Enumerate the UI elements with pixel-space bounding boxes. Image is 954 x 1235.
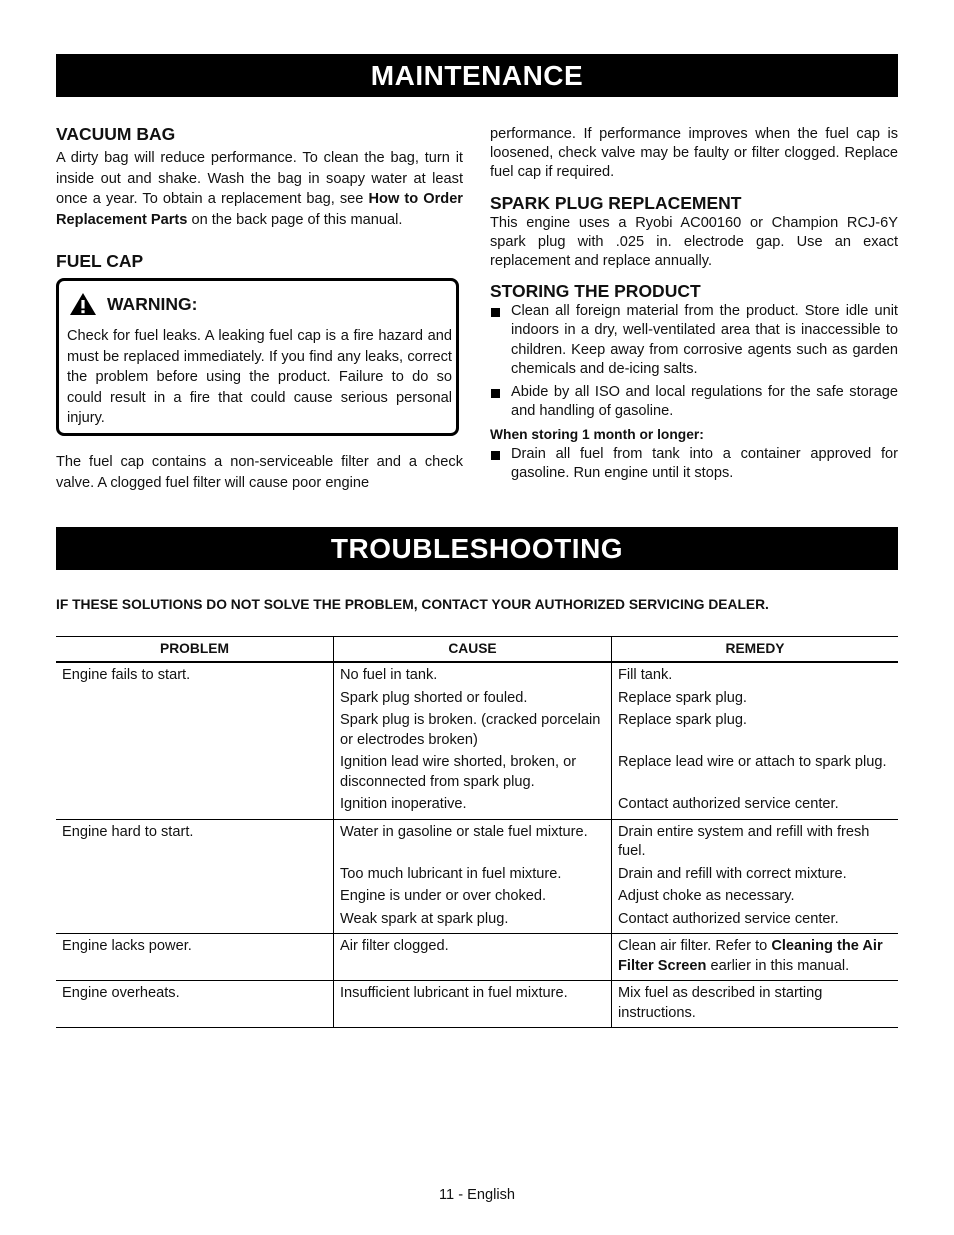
page-footer: 11 - English [439,1187,515,1203]
spark-plug-text: This engine uses a Ryobi AC00160 or Champion RCJ-6Y spark plug with .025 in. electrode gap. Use an exact replacement and replace annually. [490,214,898,270]
problem-cell [56,750,334,792]
problem-cell [56,862,334,885]
cause-cell: No fuel in tank. [334,662,612,686]
cause-cell: Insufficient lubricant in fuel mixture. [334,981,612,1028]
problem-cell [56,708,334,750]
remedy-text-2: earlier in this manual. [706,957,850,974]
remedy-cell: Drain entire system and refill with fresh fuel. [612,819,899,862]
remedy-cell: Replace spark plug. [612,708,899,750]
list-item [490,445,898,483]
maintenance-banner [56,54,898,97]
column-header-cause: CAUSE [334,637,612,663]
problem-cell: Engine hard to start. [62,823,194,840]
cause-cell: Spark plug is broken. (cracked porcelain or electrodes broken) [334,708,612,750]
storing-subheading: When storing 1 month or longer: [490,427,704,443]
right-column [490,125,898,483]
cause-cell: Too much lubricant in fuel mixture. [334,862,612,885]
warning-header [69,292,197,316]
table-row [56,884,898,907]
column-header-remedy: REMEDY [612,637,899,663]
cause-cell: Air filter clogged. [334,934,612,981]
problem-cell [56,686,334,709]
cause-cell: Spark plug shorted or fouled. [334,686,612,709]
table-row [56,981,898,1028]
remedy-text-bold: Cleaning the Air Filter Screen [618,938,883,974]
cause-cell: Water in gasoline or stale fuel mixture. [334,819,612,862]
table-row [56,819,898,862]
vacuum-bag-text-bold: How to Order Replacement Parts [56,191,463,228]
cause-cell: Ignition inoperative. [334,792,612,819]
list-item [490,383,898,421]
cause-cell: Ignition lead wire shorted, broken, or disconnected from spark plug. [334,750,612,792]
storing-bullet-2: Abide by all ISO and local regulations for the safe storage and handling of gasoline. [511,384,898,420]
cause-cell: Weak spark at spark plug. [334,907,612,934]
table-row [56,907,898,934]
problem-cell [56,792,334,819]
vacuum-bag-heading: VACUUM BAG [56,124,176,144]
vacuum-bag-text-2: on the back page of this manual. [187,211,403,228]
remedy-cell: Fill tank. [612,662,899,686]
remedy-text-1: Clean air filter. Refer to [618,938,772,954]
storing-heading: STORING THE PRODUCT [490,281,701,302]
spark-plug-heading: SPARK PLUG REPLACEMENT [490,192,742,213]
problem-cell: Engine overheats. [56,981,334,1028]
bullet-square-icon [491,389,500,398]
fuel-cap-heading: FUEL CAP [56,251,144,272]
remedy-cell: Drain and refill with correct mixture. [612,862,899,885]
remedy-cell: Replace spark plug. [612,686,899,709]
table-row [56,862,898,885]
problem-cell: Engine lacks power. [56,934,334,981]
remedy-cell [612,934,899,981]
list-item [490,302,898,379]
troubleshooting-title: TROUBLESHOOTING [330,533,624,564]
vacuum-bag-text-1: A dirty bag will reduce performance. To clean the bag, turn it inside out and shake. Wash the bag in soapy water at least once a year. To obtain a replacement bag, see [56,150,463,208]
warning-text: Check for fuel leaks. A leaking fuel cap is a fire hazard and must be replaced immediately. If you find any leaks, correct the problem before using the product. Failure to do so could result in a fire that could cause serious personal injury. [67,328,452,427]
bullet-square-icon [491,308,500,317]
storing-bullet-1: Clean all foreign material from the product. Store idle unit indoors in a dry, well-ventilated area that is inaccessible to children. Keep away from corrosive agents such as garden chemicals and de-icing salts. [511,303,898,377]
table-row [56,792,898,819]
troubleshooting-table [56,636,898,1028]
remedy-cell: Contact authorized service center. [612,792,899,819]
warning-label: WARNING: [107,293,198,314]
vacuum-bag-text [56,148,463,230]
problem-cell [56,884,334,907]
table-row [56,934,898,981]
table-row [56,750,898,792]
table-header-row [56,637,898,663]
fuel-cap-section [56,452,463,493]
left-column [56,123,463,272]
warning-box [56,278,459,436]
troubleshooting-banner [56,527,898,570]
storing-list-2 [490,445,898,483]
dealer-notice: IF THESE SOLUTIONS DO NOT SOLVE THE PROBLEM, CONTACT YOUR AUTHORIZED SERVICING DEALER. [56,597,769,612]
warning-triangle-icon [69,292,97,316]
fuel-cap-text-cont: performance. If performance improves when the fuel cap is loosened, check valve may be faulty or filter clogged. Replace fuel cap if required. [490,126,898,181]
remedy-cell: Adjust choke as necessary. [612,884,899,907]
storing-list [490,302,898,421]
table-row [56,686,898,709]
maintenance-title: MAINTENANCE [370,60,584,91]
remedy-cell: Replace lead wire or attach to spark plug. [612,750,899,792]
bullet-square-icon [491,451,500,460]
storing-bullet-3: Drain all fuel from tank into a container approved for gasoline. Run engine until it stops. [511,445,898,481]
column-header-problem: PROBLEM [56,637,334,663]
problem-cell [56,907,334,934]
fuel-cap-text: The fuel cap contains a non-serviceable filter and a check valve. A clogged fuel filter will cause poor engine [56,454,463,491]
remedy-cell: Contact authorized service center. [612,907,899,934]
table-row [56,662,898,686]
problem-cell: Engine fails to start. [62,667,191,683]
remedy-cell: Mix fuel as described in starting instructions. [612,981,899,1028]
table-row [56,708,898,750]
cause-cell: Engine is under or over choked. [334,884,612,907]
